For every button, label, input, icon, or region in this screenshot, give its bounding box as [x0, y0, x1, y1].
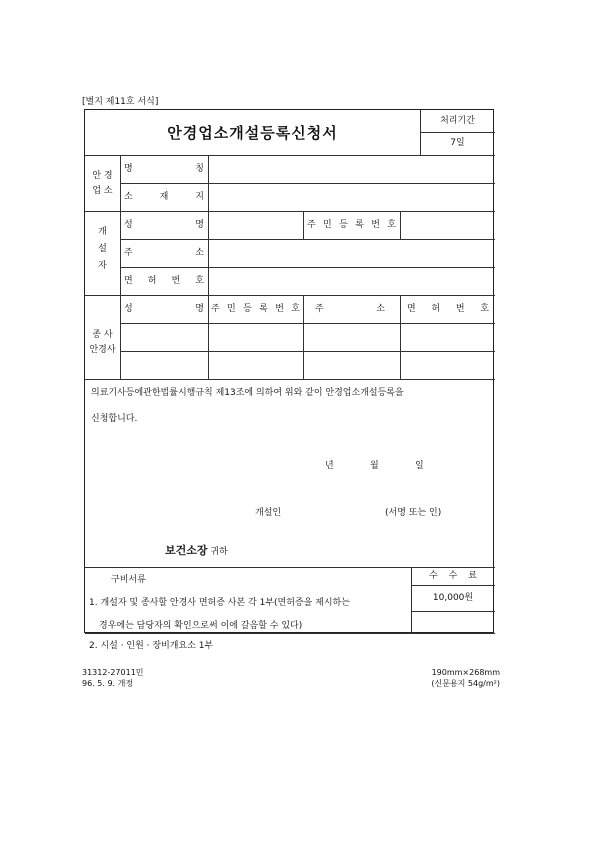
shop-location-label: 소 재 지 [124, 192, 204, 202]
staff-col-license: 면 허 번 호 [407, 304, 489, 314]
fee-line [411, 611, 495, 612]
documents-heading: 구비서류 [111, 575, 146, 585]
paper-size: 190mm×268mm [431, 668, 500, 677]
staff-row-2-address[interactable] [304, 352, 399, 378]
founder-name-field[interactable] [209, 212, 302, 238]
staff-row-1-license[interactable] [401, 324, 494, 350]
grid-line [85, 379, 495, 380]
fee-label: 수 수 료 [429, 571, 477, 581]
founder-section-label: 개 설 자 [98, 227, 107, 271]
applicant-label: 개설인 [255, 508, 282, 518]
applicant-name-field[interactable] [290, 504, 380, 522]
document-item-1-line-1: 1. 개설자 및 종사할 안경사 면허증 사본 각 1부(면허증을 제시하는 [89, 598, 350, 608]
statement-line-2: 신청합니다. [91, 414, 138, 424]
staff-row-1-name[interactable] [121, 324, 207, 350]
shop-name-label: 명 칭 [124, 164, 204, 174]
processing-label: 처리기간 [440, 116, 475, 126]
founder-license-field[interactable] [209, 268, 494, 294]
shop-section-label: 안 경 업 소 [92, 171, 113, 196]
fee-line [411, 585, 495, 586]
form-code: 31312-27011민 [82, 668, 144, 677]
revision-date: 96. 5. 9. 개정 [82, 679, 134, 688]
staff-row-1-address[interactable] [304, 324, 399, 350]
date-day-label: 일 [415, 461, 424, 471]
founder-license-label: 면 허 번 호 [124, 276, 204, 286]
footer-right [400, 667, 500, 689]
staff-col-rrn: 주 민 등 록 번 호 [211, 304, 300, 314]
fee-value: 10,000원 [432, 593, 474, 603]
sign-hint: (서명 또는 인) [385, 508, 442, 518]
staff-row-2-name[interactable] [121, 352, 207, 378]
processing-divider [420, 132, 495, 133]
document-item-1-line-2: 경우에는 담당자의 확인으로써 이에 갈음할 수 있다) [99, 621, 303, 631]
form-title: 안경업소개설등록신청서 [167, 124, 338, 142]
founder-rrn-label: 주 민 등 록 번 호 [307, 220, 396, 230]
date-month-label: 월 [370, 461, 379, 471]
founder-name-label: 성 명 [124, 220, 204, 230]
grid-line [85, 633, 495, 634]
shop-name-field[interactable] [209, 156, 494, 182]
form-number: [별지 제11호 서식] [82, 97, 159, 107]
addressee: 보건소장 귀하 [165, 544, 228, 557]
processing-value: 7일 [450, 138, 465, 148]
founder-address-label: 주 소 [124, 248, 204, 258]
staff-row-1-rrn[interactable] [209, 324, 302, 350]
date-year-label: 년 [325, 461, 334, 471]
grid-line [303, 211, 304, 239]
staff-col-address: 주 소 [315, 304, 385, 314]
document-item-2: 2. 시설 · 인원 · 장비개요소 1부 [89, 641, 214, 651]
grid-line [85, 567, 495, 568]
staff-row-2-license[interactable] [401, 352, 494, 378]
statement-line-1: 의료기사등에관한법률시행규칙 제13조에 의하여 위와 같이 안경업소개설등록을 [91, 388, 404, 398]
staff-col-name: 성 명 [124, 304, 204, 314]
shop-location-field[interactable] [209, 184, 494, 210]
staff-section-label: 종 사 안경사 [89, 330, 116, 355]
staff-row-2-rrn[interactable] [209, 352, 302, 378]
grid-line [85, 295, 495, 296]
founder-address-field[interactable] [209, 240, 494, 266]
founder-rrn-field[interactable] [401, 212, 494, 238]
footer-left [82, 667, 144, 689]
application-form [84, 109, 494, 651]
paper-type: (신문용지 54g/m²) [431, 679, 500, 688]
